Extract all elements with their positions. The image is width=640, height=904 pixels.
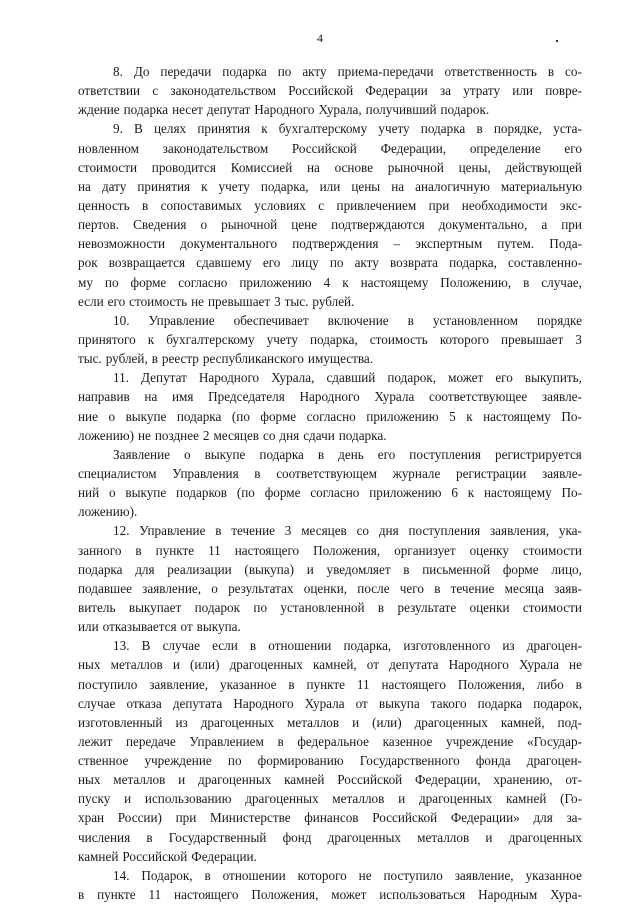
text-line: ние о выкупе подарка (по форме согласно приложению 5 к настоящему По- (78, 408, 582, 424)
text-line: принятого к бухгалтерскому учету подарка, стоимость которого превышает 3 (78, 331, 582, 347)
text-line: му по форме согласно приложению 4 к настоящему Положению, в случае, (78, 274, 582, 290)
text-line: новленном законодательством Российской Федерации, определение его (78, 140, 582, 156)
text-line: ценность в сопоставимых условиях с привлечением при необходимости экс- (78, 197, 582, 213)
text-line: лежит передаче Управлением в федеральное казенное учреждение «Государ- (78, 733, 582, 749)
text-line: изготовленный из драгоценных металлов и (или) драгоценных камней, под- (78, 714, 582, 730)
text-line: рок возвращается сдавшему его лицу по акту возврата подарка, составленно- (78, 255, 582, 271)
text-line: занного в пункте 11 настоящего Положения, организует оценку стоимости (78, 542, 582, 558)
text-line: пертов. Сведения о рыночной цене подтверждаются документально, а при (78, 217, 582, 233)
text-line: тыс. рублей, в реестр республиканского имущества. (78, 351, 374, 367)
text-line: 14. Подарок, в отношении которого не поступило заявление, указанное (113, 867, 582, 883)
text-line: специалистом Управления в соответствующем журнале регистрации заявле- (78, 465, 582, 481)
text-line: 10. Управление обеспечивает включение в установленном порядке (113, 312, 582, 328)
text-line: ложению) не позднее 2 месяцев со дня сдачи подарка. (78, 427, 387, 443)
text-line: стоимости проводится Комиссией на основе рыночной цены, действующей (78, 159, 582, 175)
document-body (78, 62, 582, 904)
text-line: в пункте 11 настоящего Положения, может использоваться Народным Хура- (78, 887, 582, 903)
text-line: ждение подарка несет депутат Народного Хурала, получивший подарок. (78, 102, 490, 118)
text-line: хран России) при Министерстве финансов Российской Федерации» для за- (78, 810, 582, 826)
text-line: Заявление о выкупе подарка в день его поступления регистрируется (113, 446, 582, 462)
text-line: на дату принятия к учету подарка, или цены на аналогичную материальную (78, 178, 582, 194)
text-line: 12. Управление в течение 3 месяцев со дня поступления заявления, ука- (113, 523, 582, 539)
text-line: направив на имя Председателя Народного Хурала соответствующее заявле- (78, 389, 582, 405)
text-line: 11. Депутат Народного Хурала, сдавший подарок, может его выкупить, (113, 370, 582, 386)
text-line: или отказывается от выкупа. (78, 619, 241, 635)
scan-speck (556, 40, 558, 42)
text-line: если его стоимость не превышает 3 тыс. рублей. (78, 293, 355, 309)
text-line: ных металлов и драгоценных камней Российской Федерации, хранению, от- (78, 772, 582, 788)
text-line: подарка для реализации (выкупа) и уведомляет в письменной форме лицо, (78, 561, 582, 577)
text-line: витель выкупает подарок по установленной в результате оценки стоимости (78, 599, 582, 615)
text-line: числения в Государственный фонд драгоценных металлов и драгоценных (78, 829, 582, 845)
text-line: случае отказа депутата Народного Хурала от выкупа такого подарка подарок, (78, 695, 582, 711)
text-line: ложению). (78, 504, 138, 520)
text-line: ных металлов и (или) драгоценных камней, от депутата Народного Хурала не (78, 657, 582, 673)
text-line: камней Российской Федерации. (78, 848, 257, 864)
text-line: ственное учреждение по формированию Государственного фонда драгоцен- (78, 753, 582, 769)
text-line: подавшее заявление, о результатах оценки, после чего в течение месяца заяв- (78, 580, 582, 596)
text-line: 13. В случае если в отношении подарка, изготовленного из драгоцен- (113, 638, 582, 654)
text-line: невозможности документального подтверждения – экспертным путем. Пода- (78, 236, 582, 252)
text-line: ответствии с законодательством Российской Федерации за утрату или повре- (78, 83, 582, 99)
text-line: 8. До передачи подарка по акту приема-передачи ответственность в со- (113, 64, 582, 79)
text-line: поступило заявление, указанное в пункте 11 настоящего Положения, либо в (78, 676, 582, 692)
page-number: 4 (317, 31, 323, 45)
text-line: ний о выкупе подарков (по форме согласно приложению 6 к настоящему По- (78, 485, 582, 501)
text-line: пуску и использованию драгоценных металлов и драгоценных камней (Го- (78, 791, 582, 807)
text-line: 9. В целях принятия к бухгалтерскому учету подарка в порядке, уста- (113, 121, 582, 137)
